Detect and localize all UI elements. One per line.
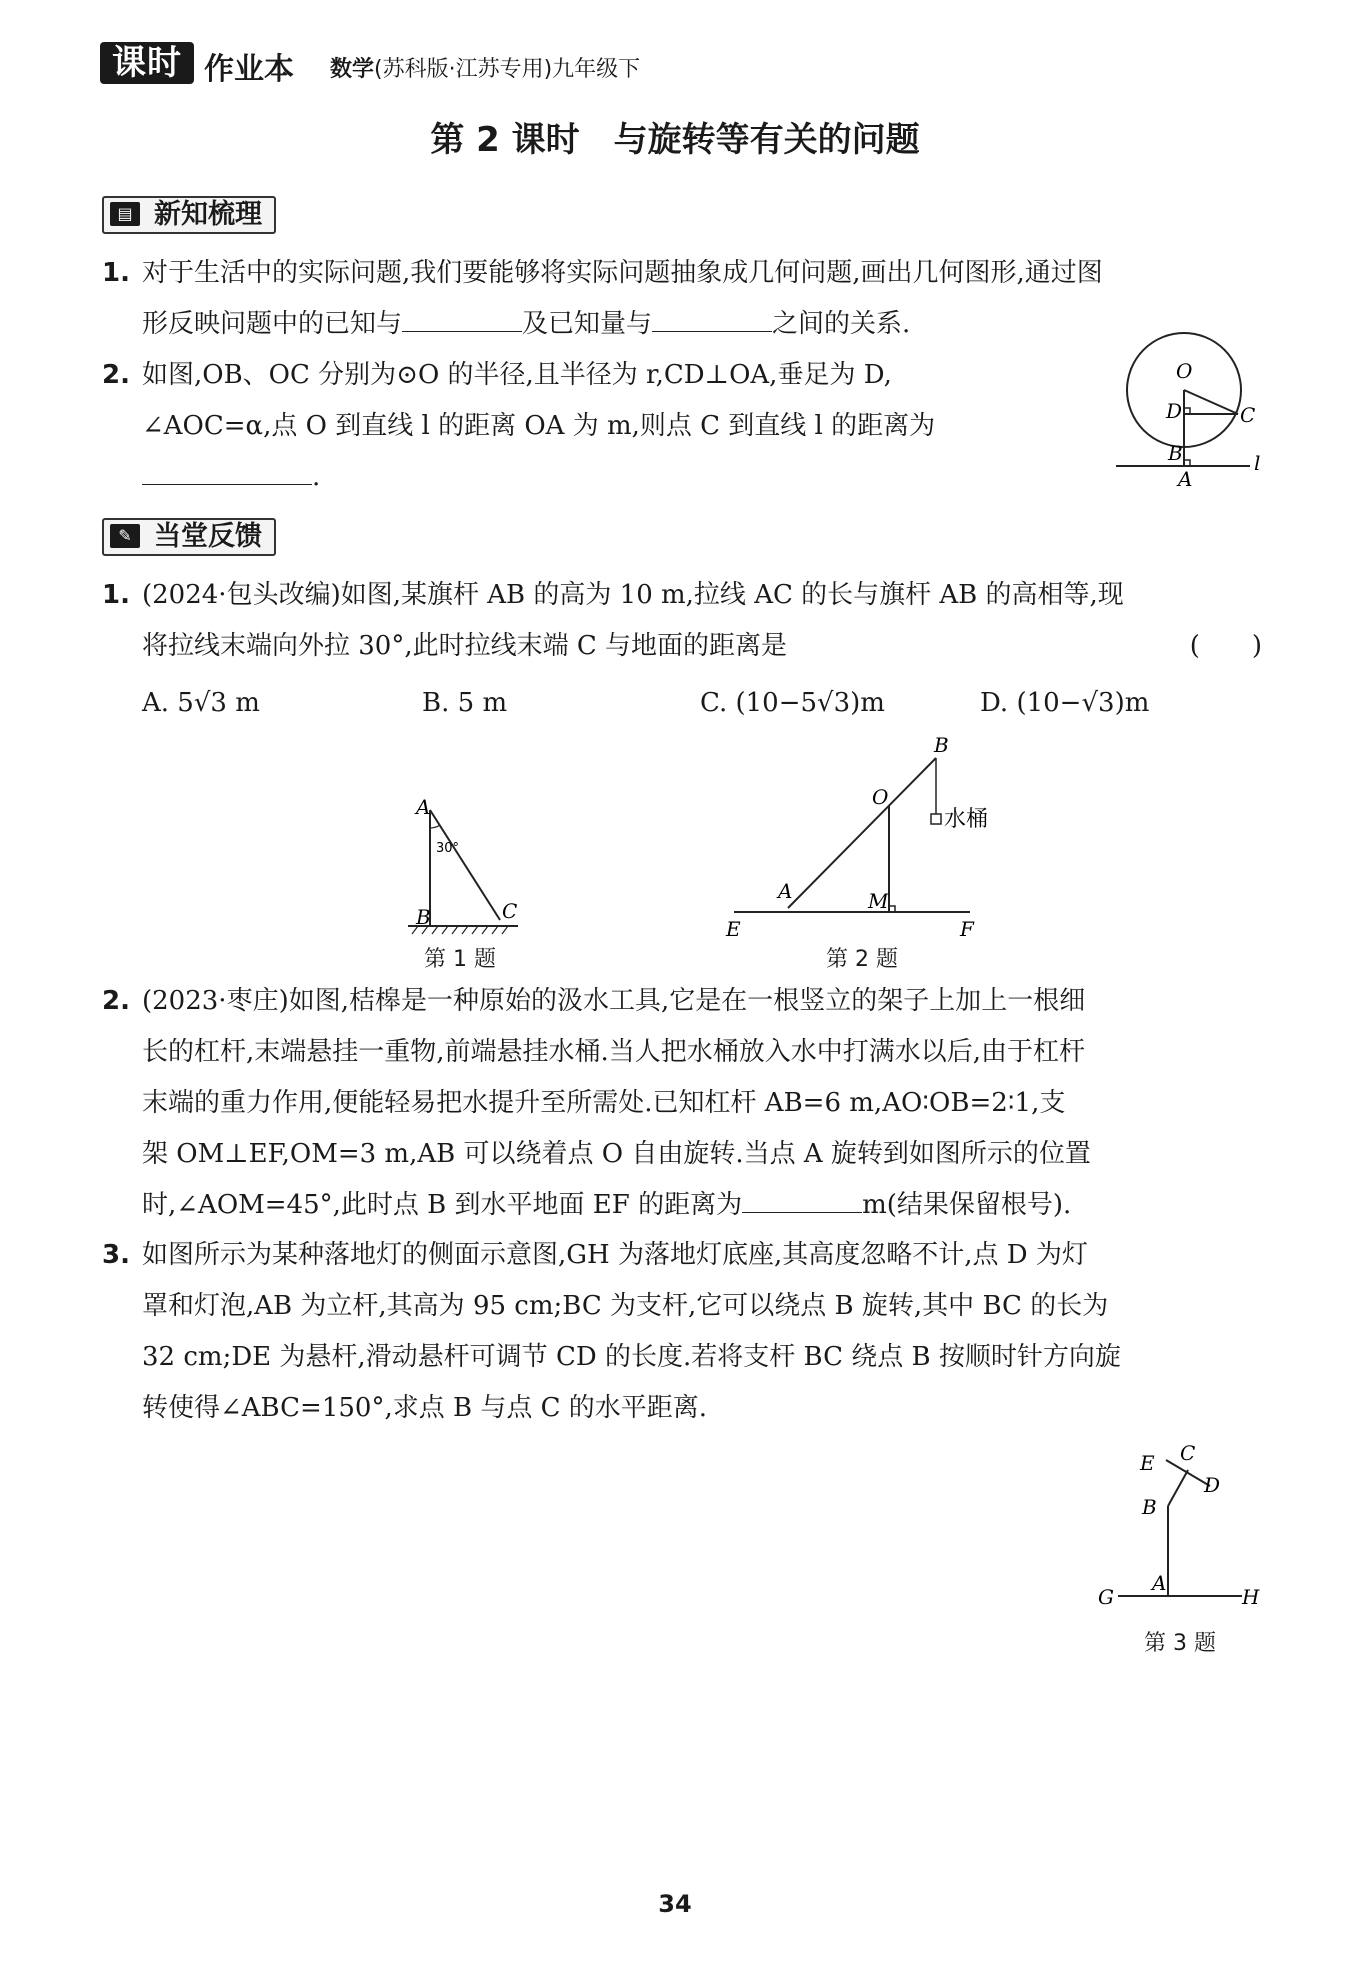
question-number: 3. — [102, 1240, 130, 1270]
book-icon: ▤ — [110, 202, 140, 226]
circle-figure — [1110, 330, 1270, 490]
label-B: B — [1142, 1495, 1157, 1519]
feedback-question-2 — [102, 976, 1262, 1231]
question-text: 末端的重力作用,便能轻易把水提升至所需处.已知杠杆 AB=6 m,AO∶OB=2∶1,支 — [142, 1088, 1066, 1118]
question-text: m(结果保留根号). — [862, 1190, 1072, 1220]
choice-c[interactable]: C. (10−5√3)m — [700, 688, 885, 718]
label-E: E — [726, 917, 741, 941]
question-text: 罩和灯泡,AB 为立杆,其高为 95 cm;BC 为支杆,它可以绕点 B 旋转,其中 BC 的长为 — [142, 1291, 1109, 1321]
label-B: B — [416, 905, 431, 929]
answer-paren[interactable]: ( ) — [1189, 631, 1262, 661]
label-F: F — [960, 917, 974, 941]
answer-blank[interactable] — [652, 307, 772, 332]
question-text: 将拉线末端向外拉 30°,此时拉线末端 C 与地面的距离是 — [142, 631, 788, 661]
question-text: 32 cm;DE 为悬杆,滑动悬杆可调节 CD 的长度.若将支杆 BC 绕点 B 按顺时针方向旋 — [142, 1342, 1121, 1372]
question-text: 架 OM⊥EF,OM=3 m,AB 可以绕着点 O 自由旋转.当点 A 旋转到如图所示的位置 — [142, 1139, 1091, 1169]
label-C: C — [1180, 1441, 1196, 1465]
section-title: 当堂反馈 — [154, 521, 262, 552]
question-text: 长的杠杆,末端悬挂一重物,前端悬挂水桶.当人把水桶放入水中打满水以后,由于杠杆 — [142, 1037, 1086, 1067]
section-title: 新知梳理 — [154, 199, 262, 230]
subject-label: 数学 — [330, 57, 375, 82]
label-O: O — [1176, 359, 1193, 383]
question-number: 2. — [102, 360, 130, 390]
label-A: A — [1152, 1571, 1167, 1595]
label-E: E — [1140, 1451, 1155, 1475]
question-text: ∠AOC=α,点 O 到直线 l 的距离 OA 为 m,则点 C 到直线 l 的距离为 — [142, 411, 936, 441]
label-C: C — [1240, 403, 1256, 427]
label-M: M — [868, 889, 889, 913]
question-text: . — [312, 462, 321, 492]
book-subtitle — [330, 52, 640, 83]
label-D: D — [1204, 1473, 1221, 1497]
label-O: O — [872, 785, 889, 809]
answer-blank[interactable] — [142, 460, 312, 485]
label-B: B — [934, 733, 949, 757]
label-D: D — [1166, 399, 1183, 423]
question-text: 如图,OB、OC 分别为⊙O 的半径,且半径为 r,CD⊥OA,垂足为 D, — [142, 360, 892, 390]
bucket-label: 水桶 — [944, 807, 989, 832]
label-A: A — [778, 879, 793, 903]
figure-3-caption: 第 3 题 — [1144, 1631, 1216, 1656]
choice-b[interactable]: B. 5 m — [422, 688, 508, 718]
lesson-title: 第 2 课时 与旋转等有关的问题 — [430, 120, 920, 160]
figure-3 — [1090, 1430, 1270, 1620]
brand-name: 作业本 — [204, 52, 294, 87]
knowledge-question-2 — [102, 350, 1102, 503]
answer-blank[interactable] — [742, 1188, 862, 1213]
question-number: 1. — [102, 580, 130, 610]
question-text: 之间的关系. — [772, 309, 911, 339]
edition-label: (苏科版·江苏专用)九年级下 — [374, 57, 641, 82]
angle-label: 30° — [436, 841, 460, 856]
figure-2-caption: 第 2 题 — [826, 947, 898, 972]
question-text: 转使得∠ABC=150°,求点 B 与点 C 的水平距离. — [142, 1393, 708, 1423]
question-text: 时,∠AOM=45°,此时点 B 到水平地面 EF 的距离为 — [142, 1190, 743, 1220]
knowledge-question-1 — [102, 248, 1262, 350]
choice-d[interactable]: D. (10−√3)m — [980, 688, 1150, 718]
feedback-question-3 — [102, 1230, 1262, 1434]
question-text: (2023·枣庄)如图,桔槔是一种原始的汲水工具,它是在一根竖立的架子上加上一根细 — [142, 986, 1086, 1016]
figure-1 — [400, 790, 540, 940]
question-text: 及已知量与 — [522, 309, 653, 339]
series-logo: 课时 — [100, 42, 194, 84]
question-text: 形反映问题中的已知与 — [142, 309, 403, 339]
question-number: 2. — [102, 986, 130, 1016]
label-l: l — [1254, 451, 1261, 475]
answer-blank[interactable] — [402, 307, 522, 332]
label-B: B — [1168, 441, 1183, 465]
page-number: 34 — [658, 1890, 692, 1918]
label-C: C — [502, 899, 518, 923]
figure-2 — [720, 730, 989, 941]
choice-a[interactable]: A. 5√3 m — [142, 688, 260, 718]
label-H: H — [1242, 1585, 1260, 1609]
figure-1-caption: 第 1 题 — [424, 947, 496, 972]
section-feedback — [102, 518, 276, 556]
question-text: (2024·包头改编)如图,某旗杆 AB 的高为 10 m,拉线 AC 的长与旗杆 AB 的高相等,现 — [142, 580, 1124, 610]
section-new-knowledge — [102, 196, 276, 234]
label-A: A — [1178, 467, 1193, 491]
label-A: A — [416, 795, 431, 819]
feedback-question-1 — [102, 570, 1262, 672]
question-text: 对于生活中的实际问题,我们要能够将实际问题抽象成几何问题,画出几何图形,通过图 — [142, 258, 1103, 288]
pencil-icon: ✎ — [110, 524, 140, 548]
question-text: 如图所示为某种落地灯的侧面示意图,GH 为落地灯底座,其高度忽略不计,点 D 为灯 — [142, 1240, 1088, 1270]
question-number: 1. — [102, 258, 130, 288]
label-G: G — [1098, 1585, 1114, 1609]
